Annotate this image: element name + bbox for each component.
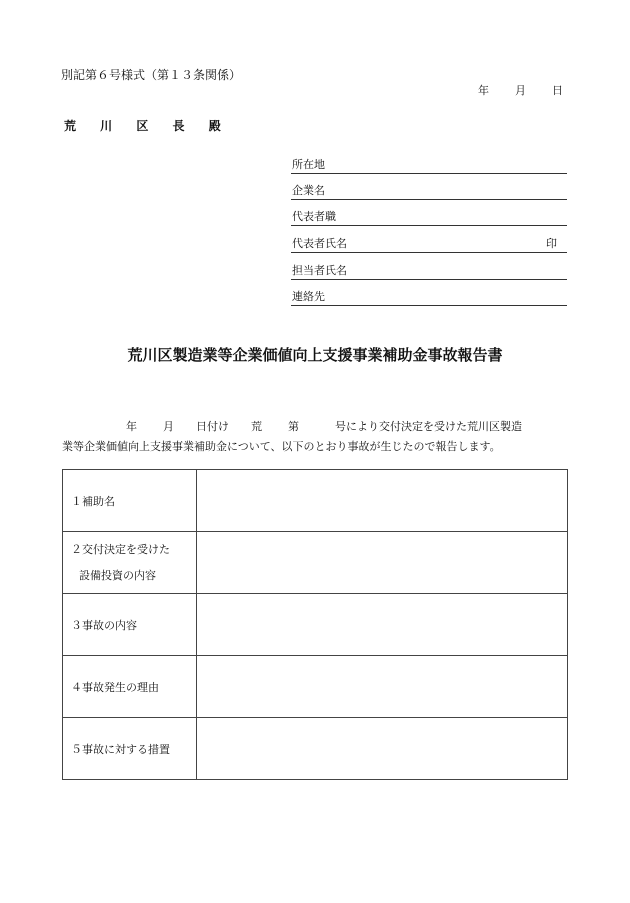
field-representative-title[interactable] bbox=[291, 211, 567, 226]
row-label-accident-details: ３事故の内容 bbox=[63, 594, 197, 656]
row-value-accident-reason[interactable] bbox=[197, 656, 568, 718]
report-table bbox=[62, 469, 568, 780]
date-day: 日 bbox=[552, 84, 563, 97]
table-row bbox=[63, 718, 568, 780]
field-representative-name[interactable] bbox=[291, 238, 567, 253]
body-month: 月 bbox=[163, 420, 174, 433]
table-row bbox=[63, 594, 568, 656]
document-title: 荒川区製造業等企業価値向上支援事業補助金事故報告書 bbox=[127, 346, 503, 364]
field-address[interactable] bbox=[291, 159, 567, 174]
field-address-label: 所在地 bbox=[292, 158, 325, 171]
body-year: 年 bbox=[126, 420, 137, 433]
field-company-name[interactable] bbox=[291, 185, 567, 200]
body-line-2: 業等企業価値向上支援事業補助金について、以下のとおり事故が生じたので報告します。 bbox=[62, 440, 501, 453]
field-contact-info-label: 連絡先 bbox=[292, 290, 325, 303]
body-dated: 日付け bbox=[196, 420, 229, 433]
row-label-accident-reason: ４事故発生の理由 bbox=[63, 656, 197, 718]
body-ara: 荒 bbox=[251, 420, 262, 433]
seal-mark: 印 bbox=[546, 237, 557, 250]
row-label-countermeasures: ５事故に対する措置 bbox=[63, 718, 197, 780]
table-row bbox=[63, 532, 568, 594]
row-value-countermeasures[interactable] bbox=[197, 718, 568, 780]
row-value-investment[interactable] bbox=[197, 532, 568, 594]
body-line-1 bbox=[62, 417, 570, 437]
table-row bbox=[63, 470, 568, 532]
report-date bbox=[478, 82, 563, 98]
row-value-accident-details[interactable] bbox=[197, 594, 568, 656]
field-contact-info[interactable] bbox=[291, 291, 567, 306]
form-number-label: 別記第６号様式（第１３条関係） bbox=[61, 68, 242, 82]
body-line-1-rest: 号により交付決定を受けた荒川区製造 bbox=[335, 420, 522, 433]
table-row bbox=[63, 656, 568, 718]
row-label-investment bbox=[63, 532, 197, 594]
row-label-subsidy-name: １補助名 bbox=[63, 470, 197, 532]
row-label-investment-line1: ２交付決定を受けた bbox=[71, 542, 170, 556]
row-label-investment-line2: 設備投資の内容 bbox=[79, 568, 156, 582]
addressee: 荒 川 区 長 殿 bbox=[64, 119, 231, 133]
field-company-name-label: 企業名 bbox=[292, 184, 325, 197]
date-month: 月 bbox=[515, 84, 526, 97]
field-representative-name-label: 代表者氏名 bbox=[292, 237, 347, 250]
field-representative-title-label: 代表者職 bbox=[292, 210, 336, 223]
field-contact-person[interactable] bbox=[291, 265, 567, 280]
row-value-subsidy-name[interactable] bbox=[197, 470, 568, 532]
field-contact-person-label: 担当者氏名 bbox=[292, 264, 347, 277]
body-dai: 第 bbox=[288, 420, 299, 433]
date-year: 年 bbox=[478, 84, 489, 97]
report-body bbox=[62, 417, 570, 457]
